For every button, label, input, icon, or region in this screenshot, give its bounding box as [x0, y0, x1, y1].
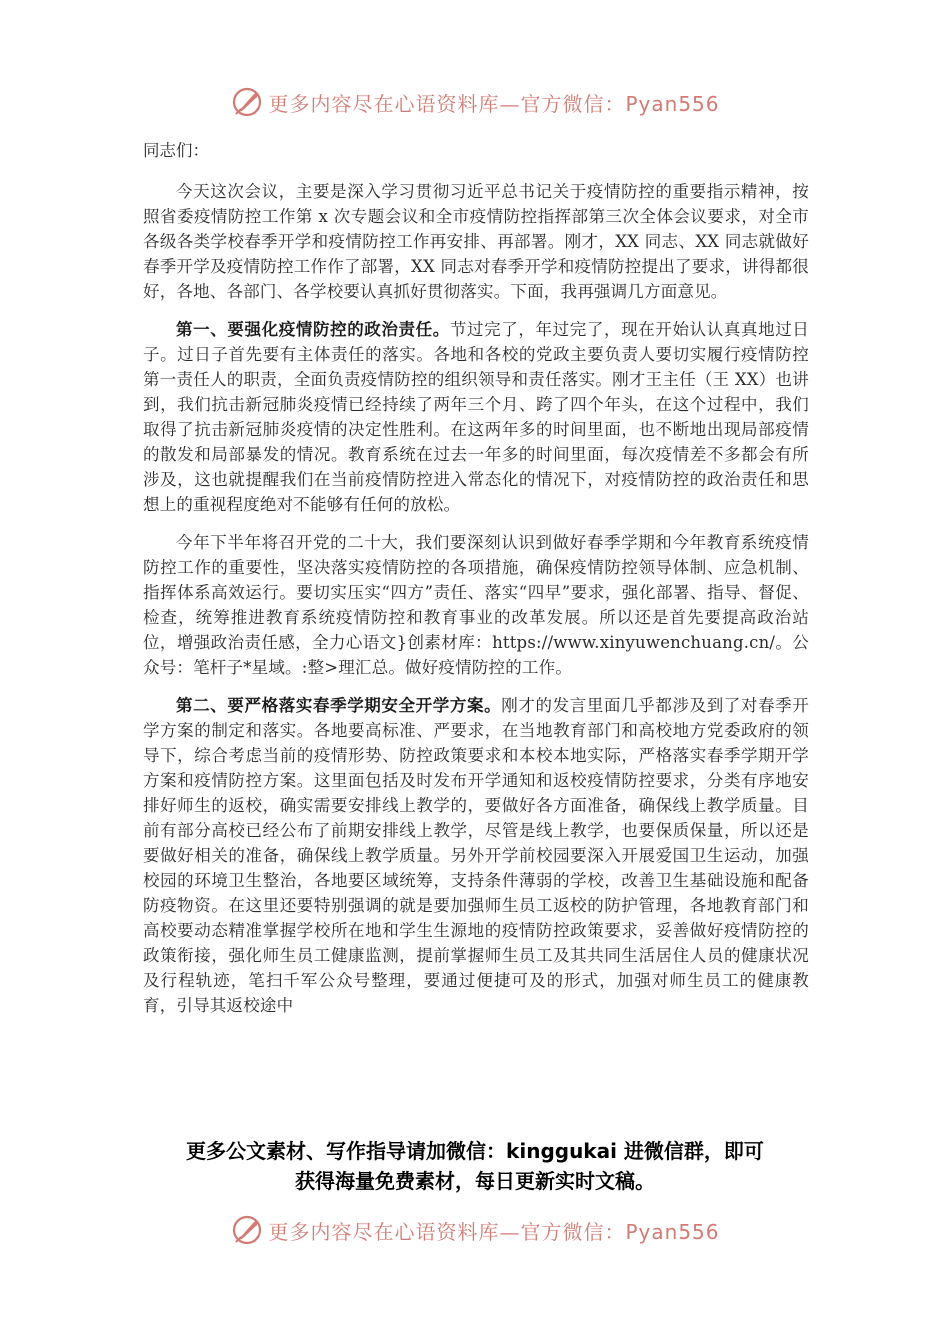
paragraph-section-1-continued: 今年下半年将召开党的二十大，我们要深刻认识到做好春季学期和今年教育系统疫情防控工作的重要性，坚决落实疫情防控的各项措施，确保疫情防控领导体制、应急机制、指挥体系高效运行。要切实压实“四方”责任、落实“四早”要求，强化部署、指导、督促、检查，统筹推进教育系统疫情防控和教育事业的改革发展。所以还是首先要提高政治站位，增强政治责任感，全力心语文}创素材库：https://www.xinyuwenchuang.cn/。公众号：笔杆子*星域。:整>理汇总。做好疫情防控的工作。 — [143, 533, 809, 677]
footer-promo — [0, 1136, 950, 1196]
paragraph-section-1: 第一、要强化疫情防控的政治责任。节过完了，年过完了，现在开始认认真真地过日子。过日子首先要有主体责任的落实。各地和各校的党政主要负责人要切实履行疫情防控第一责任人的职责，全面负责疫情防控的组织领导和责任落实。刚才王主任（王 XX）也讲到，我们抗击新冠肺炎疫情已经持续了两年三个月、跨了四个年头，在这个过程中，我们取得了抗击新冠肺炎疫情的决定性胜利。在这两年多的时间里面，也不断地出现局部疫情的散发和局部暴发的情况。教育系统在过去一年多的时间里面，每次疫情差不多都会有所涉及，这也就提醒我们在当前疫情防控进入常态化的情况下，对疫情防控的政治责任和思想上的重视程度绝对不能够有任何的放松。 — [143, 320, 810, 514]
section-heading-2: 第二、要严格落实春季学期安全开学方案。 — [176, 696, 502, 715]
greeting: 同志们： — [143, 141, 209, 160]
document-body — [143, 138, 809, 1031]
quill-pen-circle-icon — [230, 1213, 264, 1247]
footer-wechat-id: Pyan556 — [625, 1219, 720, 1244]
footer-promo-line-2: 获得海量免费素材，每日更新实时文稿。 — [295, 1169, 655, 1193]
section-heading-1: 第一、要强化疫情防控的政治责任。 — [176, 320, 450, 339]
quill-pen-circle-icon — [230, 85, 264, 119]
footer-brand-text: 更多内容尽在心语资料库—官方微信：Pyan556 — [268, 1219, 720, 1244]
paragraph-section-2: 第二、要严格落实春季学期安全开学方案。刚才的发言里面几乎都涉及到了对春季开学方案的制定和落实。各地要高标准、严要求，在当地教育部门和高校地方党委政府的领导下，综合考虑当前的疫情形势、防控政策要求和本校本地实际，严格落实春季学期开学方案和疫情防控方案。这里面包括及时发布开学通知和返校疫情防控要求，分类有序地安排好师生的返校，确实需要安排线上教学的，要做好各方面准备，确保线上教学质量。目前有部分高校已经公布了前期安排线上教学，尽管是线上教学，也要保质保量，所以还是要做好相关的准备，确保线上教学质量。另外开学前校园要深入开展爱国卫生运动，加强校园的环境卫生整治，各地要区域统筹，支持条件薄弱的学校，改善卫生基础设施和配备防疫物资。在这里还要特别强调的就是要加强师生员工返校的防护管理，各地教育部门和高校要动态精准掌握学校所在地和学生生源地的疫情防控政策要求，妥善做好疫情防控的政策衔接，强化师生员工健康监测，提前掌握师生员工及其共同生活居住人员的健康状况及行程轨迹，笔扫千军公众号整理，要通过便捷可及的形式，加强对师生员工的健康教育，引导其返校途中 — [143, 696, 809, 1015]
paragraph-intro: 今天这次会议，主要是深入学习贯彻习近平总书记关于疫情防控的重要指示精神，按照省委疫情防控工作第 x 次专题会议和全市疫情防控指挥部第三次全体会议要求，对全市各级各类学校春季开学和疫情防控工作再安排、再部署。刚才，XX 同志、XX 同志就做好春季开学及疫情防控工作作了部署，XX 同志对春季开学和疫情防控提出了要求，讲得都很好，各地、各部门、各学校要认真抓好贯彻落实。下面，我再强调几方面意见。 — [143, 182, 809, 301]
header-brand-text: 更多内容尽在心语资料库—官方微信：Pyan556 — [268, 91, 720, 116]
footer-banner — [0, 1208, 950, 1252]
header-banner — [0, 80, 950, 124]
footer-promo-line-1: 更多公文素材、写作指导请加微信：kinggukai 进微信群，即可 — [186, 1139, 764, 1163]
header-wechat-id: Pyan556 — [625, 91, 720, 116]
